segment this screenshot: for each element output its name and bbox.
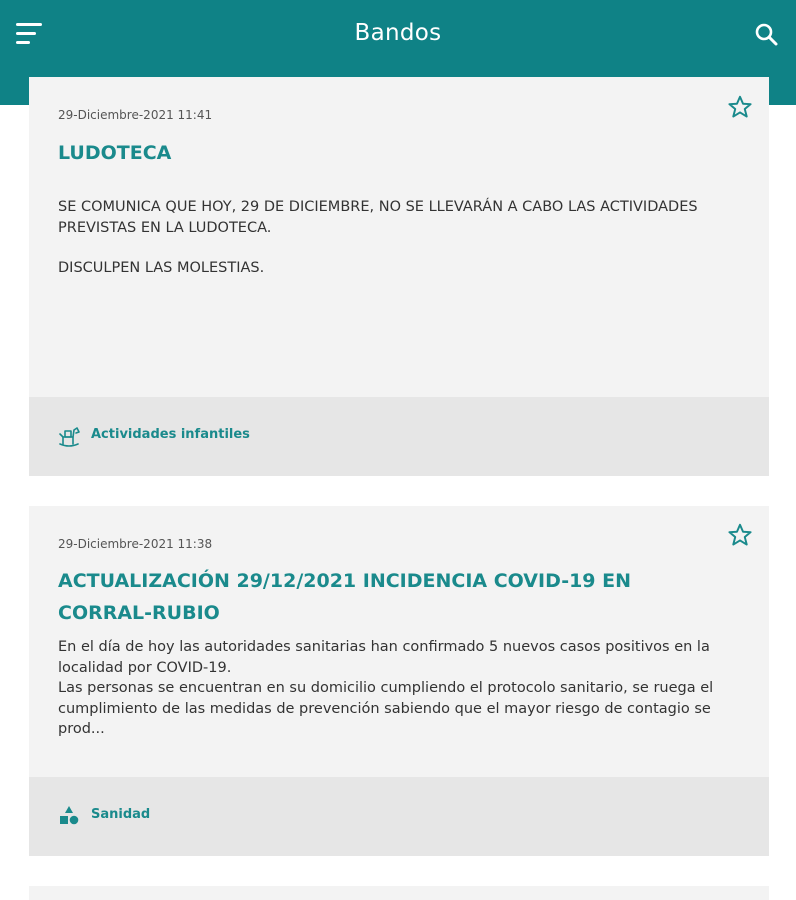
category-footer (29, 397, 769, 476)
post-body (58, 637, 739, 740)
post-body (58, 197, 739, 279)
news-card[interactable] (29, 77, 769, 476)
star-outline-icon[interactable] (727, 522, 753, 548)
category-label[interactable]: Actividades infantiles (91, 427, 250, 442)
news-card[interactable] (29, 886, 769, 900)
post-title[interactable]: LUDOTECA (58, 142, 172, 164)
star-outline-icon[interactable] (727, 94, 753, 120)
category-footer (29, 777, 769, 856)
post-date: 29-Diciembre-2021 11:38 (58, 537, 213, 551)
post-paragraph: SE COMUNICA QUE HOY, 29 DE DICIEMBRE, NO SE LLEVARÁN A CABO LAS ACTIVIDADES PREVISTAS EN LA LUDOTECA. (58, 199, 698, 236)
post-paragraph: DISCULPEN LAS MOLESTIAS. (58, 260, 265, 276)
post-date: 29-Diciembre-2021 11:41 (58, 108, 213, 122)
post-title[interactable]: ACTUALIZACIÓN 29/12/2021 INCIDENCIA COVID-19 EN CORRAL-RUBIO (58, 570, 632, 624)
health-shapes-icon (57, 804, 81, 828)
post-paragraph: En el día de hoy las autoridades sanitarias han confirmado 5 nuevos casos positivos en la localidad por COVID-19. (58, 639, 710, 676)
search-icon[interactable] (752, 20, 782, 50)
post-paragraph: Las personas se encuentran en su domicilio cumpliendo el protocolo sanitario, se ruega el cumplimiento de las medidas de prevención sabiendo que el mayor riesgo de contagio se prod... (58, 680, 714, 737)
page-title: Bandos (354, 20, 442, 46)
news-card[interactable] (29, 506, 769, 856)
category-label[interactable]: Sanidad (91, 807, 151, 822)
rocking-horse-icon (57, 424, 81, 448)
